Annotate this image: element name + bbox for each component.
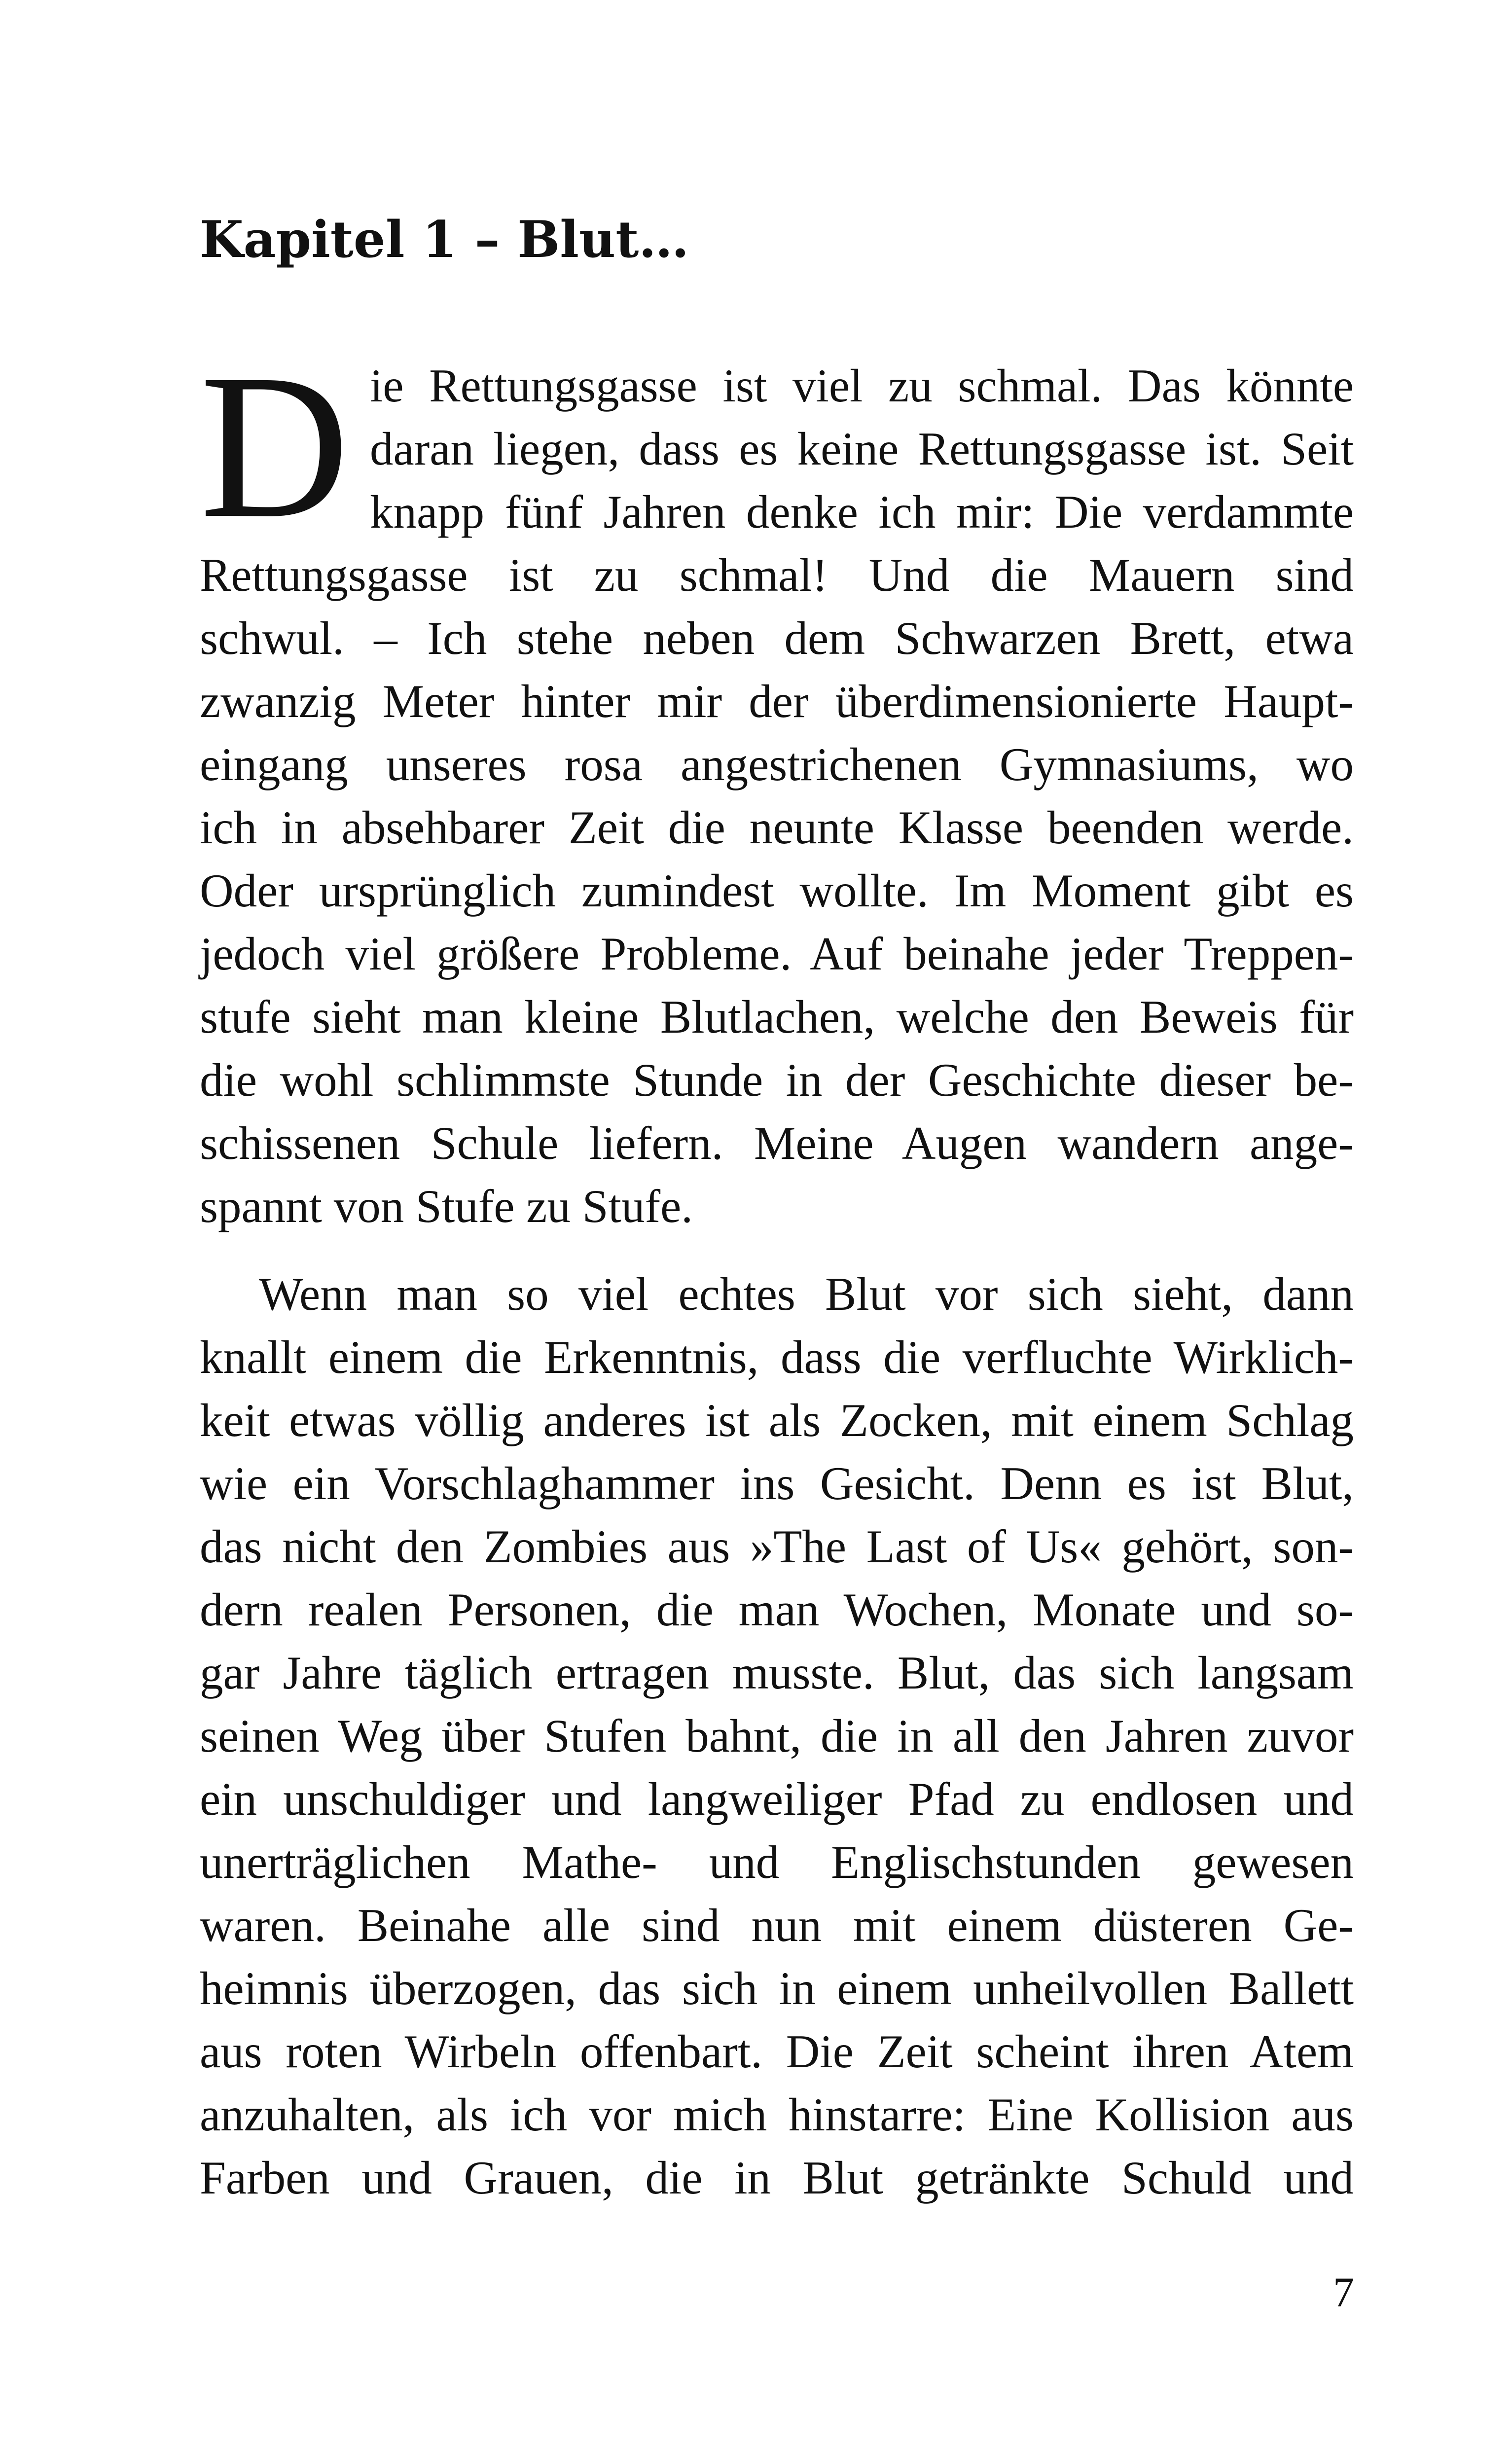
text-line: spannt von Stufe zu Stufe. bbox=[200, 1180, 693, 1232]
text-line: ich in absehbarer Zeit die neunte Klasse beenden werde. bbox=[200, 801, 1354, 854]
text-line: Wenn man so viel echtes Blut vor sich sieht, dann bbox=[259, 1268, 1354, 1320]
text-line: wie ein Vorschlaghammer ins Gesicht. Denn es ist Blut, bbox=[200, 1457, 1354, 1510]
text-line: dern realen Personen, die man Wochen, Monate und so- bbox=[200, 1583, 1354, 1636]
text-line: ie Rettungsgasse ist viel zu schmal. Das könnte bbox=[370, 360, 1354, 412]
text-line: seinen Weg über Stufen bahnt, die in all den Jahren zuvor bbox=[200, 1710, 1354, 1762]
text-line: heimnis überzogen, das sich in einem unheilvollen Ballett bbox=[200, 1962, 1354, 2014]
text-line: unerträglichen Mathe- und Englischstunden gewesen bbox=[200, 1836, 1354, 1888]
paragraph-2 bbox=[200, 1262, 1354, 2209]
text-line: das nicht den Zombies aus »The Last of Us« gehört, son- bbox=[200, 1520, 1354, 1573]
text-line: jedoch viel größere Probleme. Auf beinahe jeder Treppen- bbox=[200, 928, 1354, 980]
drop-cap: D bbox=[200, 331, 350, 561]
text-line: waren. Beinahe alle sind nun mit einem düsteren Ge- bbox=[200, 1899, 1354, 1951]
text-line: schissenen Schule liefern. Meine Augen wandern ange- bbox=[200, 1117, 1354, 1169]
text-line: die wohl schlimmste Stunde in der Geschichte dieser be- bbox=[200, 1054, 1354, 1106]
paragraph-1 bbox=[200, 354, 1354, 1238]
text-line: keit etwas völlig anderes ist als Zocken, mit einem Schlag bbox=[200, 1394, 1354, 1446]
page-number: 7 bbox=[1333, 2268, 1354, 2316]
text-line: Oder ursprünglich zumindest wollte. Im Moment gibt es bbox=[200, 864, 1354, 917]
text-line: schwul. – Ich stehe neben dem Schwarzen Brett, etwa bbox=[200, 612, 1354, 664]
text-line: Farben und Grauen, die in Blut getränkte Schuld und bbox=[200, 2152, 1354, 2204]
text-line: aus roten Wirbeln offenbart. Die Zeit scheint ihren Atem bbox=[200, 2025, 1354, 2078]
text-line: Rettungsgasse ist zu schmal! Und die Mauern sind bbox=[200, 549, 1354, 601]
chapter-title: Kapitel 1 – Blut… bbox=[200, 210, 689, 269]
text-line: knapp fünf Jahren denke ich mir: Die verdammte bbox=[370, 486, 1354, 538]
text-line: knallt einem die Erkenntnis, dass die verfluchte Wirklich- bbox=[200, 1331, 1354, 1383]
text-line: zwanzig Meter hinter mir der überdimensionierte Haupt- bbox=[200, 675, 1354, 727]
text-line: eingang unseres rosa angestrichenen Gymnasiums, wo bbox=[200, 738, 1354, 791]
text-line: stufe sieht man kleine Blutlachen, welche den Beweis für bbox=[200, 991, 1354, 1043]
text-line: ein unschuldiger und langweiliger Pfad zu endlosen und bbox=[200, 1773, 1354, 1825]
text-line: daran liegen, dass es keine Rettungsgasse ist. Seit bbox=[370, 423, 1354, 475]
text-line: gar Jahre täglich ertragen musste. Blut, das sich langsam bbox=[200, 1647, 1354, 1699]
text-line: anzuhalten, als ich vor mich hinstarre: Eine Kollision aus bbox=[200, 2088, 1354, 2141]
